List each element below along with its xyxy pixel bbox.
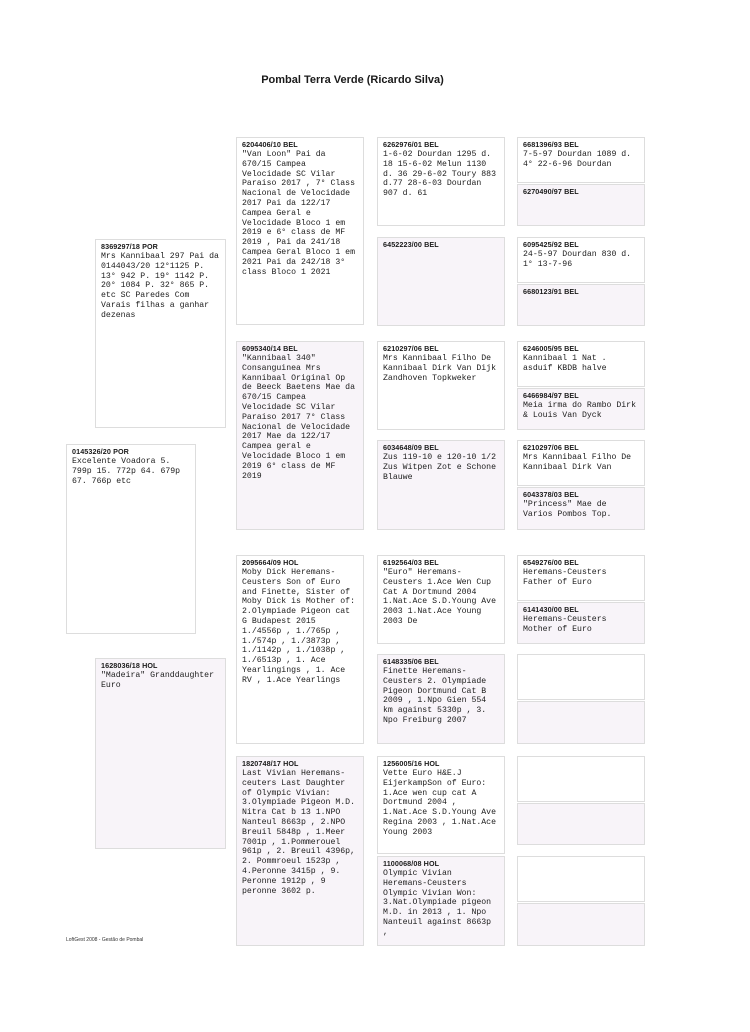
pigeon-notes: Mrs Kannibaal 297 Pai da 0144043/20 12°1125 P. 13° 942 P. 19° 1142 P. 20° 1084 P. 32° 865 P. etc SC Paredes Com Varais filhas a ganhar dezenas xyxy=(101,252,224,320)
pedigree-box-granddam xyxy=(95,658,226,849)
ring-number: 6262976/01 BEL xyxy=(383,140,439,149)
pedigree-box-gen4-7 xyxy=(517,440,645,486)
pigeon-notes: Excelente Voadora 5. 799p 15. 772p 64. 679p 67. 766p etc xyxy=(72,457,186,486)
pedigree-box-gen3-1 xyxy=(377,137,505,226)
pedigree-box-gen4-9 xyxy=(517,555,645,601)
ring-number: 6680123/91 BEL xyxy=(523,287,579,296)
pedigree-box-gen4-15 xyxy=(517,856,645,902)
pigeon-notes: 7-5-97 Dourdan 1089 d. 4° 22-6-96 Dourdan xyxy=(523,150,637,169)
ring-number: 6043378/03 BEL xyxy=(523,490,579,499)
pedigree-box-gen3-3 xyxy=(377,341,505,430)
pigeon-notes: "Madeira" Granddaughter Euro xyxy=(101,671,219,690)
pigeon-notes: Mrs Kannibaal Filho De Kannibaal Dirk Van Dijk Zandhoven Topkweker xyxy=(383,354,501,383)
pigeon-notes: Kannibaal 1 Nat . asduif KBDB halve xyxy=(523,354,612,373)
pedigree-box-gen3-2 xyxy=(377,237,505,326)
pigeon-notes: Vette Euro H&E.J EijerkampSon of Euro: 1.Ace wen cup cat A Dortmund 2004 , 1.Nat.Ace S.D.Young Ave Regina 2003 , 1.Nat.Ace Young 2003 xyxy=(383,769,501,837)
pigeon-notes: Olympic Vivian Heremans-Ceusters Olympic Vivian Won: 3.Nat.Olympiade pigeon M.D. in 2013 , 1. Npo Nanteuil against 8663p , xyxy=(383,869,497,937)
ring-number: 6210297/06 BEL xyxy=(523,443,579,452)
ring-number: 0145326/20 POR xyxy=(72,447,129,456)
ring-number: 1256005/16 HOL xyxy=(383,759,440,768)
ring-number: 6095340/14 BEL xyxy=(242,344,298,353)
pedigree-box-gen3-7 xyxy=(377,756,505,854)
pedigree-box-gen4-2 xyxy=(517,184,645,226)
ring-number: 6192564/03 BEL xyxy=(383,558,439,567)
pedigree-box-gen4-1 xyxy=(517,137,645,183)
ring-number: 6270490/97 BEL xyxy=(523,187,579,196)
pedigree-box-gen4-6 xyxy=(517,388,645,430)
pedigree-box-gen4-3 xyxy=(517,237,645,283)
pedigree-box-gen3-6 xyxy=(377,654,505,744)
pigeon-notes: Heremans-Ceusters Mother of Euro xyxy=(523,615,612,634)
pedigree-box-gen4-4 xyxy=(517,284,645,326)
ring-number: 6466984/97 BEL xyxy=(523,391,579,400)
pigeon-notes: 1-6-02 Dourdan 1295 d. 18 15-6-02 Melun 1130 d. 36 29-6-02 Toury 883 d.77 28-6-03 Dourdan 907 d. 61 xyxy=(383,150,501,199)
ring-number: 6148335/06 BEL xyxy=(383,657,439,666)
pedigree-box-gen4-13 xyxy=(517,756,645,802)
pigeon-notes: Heremans-Ceusters Father of Euro xyxy=(523,568,612,587)
pedigree-box-gen4-10 xyxy=(517,602,645,644)
pedigree-box-gen3-4 xyxy=(377,440,505,530)
pedigree-box-gen3-8 xyxy=(377,856,505,946)
ring-number: 6210297/06 BEL xyxy=(383,344,439,353)
ring-number: 6204406/10 BEL xyxy=(242,140,298,149)
pedigree-box-gen2-2 xyxy=(236,341,364,530)
ring-number: 6034648/09 BEL xyxy=(383,443,439,452)
ring-number: 6452223/00 BEL xyxy=(383,240,439,249)
ring-number: 8369297/18 POR xyxy=(101,242,158,251)
pigeon-notes: Mrs Kannibaal Filho De Kannibaal Dirk Van xyxy=(523,453,637,472)
pigeon-notes: "Princess" Mae de Varios Pombos Top. xyxy=(523,500,612,519)
pigeon-notes: 24-5-97 Dourdan 830 d. 1° 13-7-96 xyxy=(523,250,637,269)
ring-number: 6095425/92 BEL xyxy=(523,240,579,249)
pedigree-box-gen4-14 xyxy=(517,803,645,845)
ring-number: 6141430/00 BEL xyxy=(523,605,579,614)
ring-number: 2095664/09 HOL xyxy=(242,558,299,567)
pigeon-notes: Zus 119-10 e 120-10 1/2 Zus Witpen Zot e Schone Blauwe xyxy=(383,453,501,482)
pigeon-notes: "Kannibaal 340" Consanguinea Mrs Kannibaal Original Op de Beeck Baetens Mae da 670/15 Campea Velocidade SC Vilar Paraiso 2017 7° Class Nacional de Velocidade 2017 Mae da 122/17 Campea geral e Velocidade Bloco 1 em 2019 6° class de MF 2019 xyxy=(242,354,360,481)
ring-number: 6681396/93 BEL xyxy=(523,140,579,149)
pedigree-box-gen4-11 xyxy=(517,654,645,700)
pedigree-box-gen4-16 xyxy=(517,903,645,946)
pigeon-notes: "Euro" Heremans-Ceusters 1.Ace Wen Cup Cat A Dortmund 2004 1.Nat.Ace S.D.Young Ave 2003 1.Nat.Ace Young 2003 De xyxy=(383,568,501,626)
ring-number: 1628036/18 HOL xyxy=(101,661,158,670)
pigeon-notes: Meia irma do Rambo Dirk & Louis Van Dyck xyxy=(523,401,641,420)
footer-credit: LoftGest 2008 - Gestão de Pombal xyxy=(66,937,144,943)
ring-number: 1100068/08 HOL xyxy=(383,859,440,868)
ring-number: 1820748/17 HOL xyxy=(242,759,299,768)
pigeon-notes: Moby Dick Heremans-Ceusters Son of Euro and Finette, Sister of Moby Dick is Mother of: 2.Olympiade Pigeon cat G Budapest 2015 1./4556p , 1./765p , 1./574p , 1./3873p , 1./1142p , 1./1038p , 1./6513p , 1. Ace Yearlingings , 1. Ace RV , 1.Ace Yearlings xyxy=(242,568,360,685)
pigeon-notes: Finette Heremans-Ceusters 2. Olympiade Pigeon Dortmund Cat B 2009 , 1.Npo Gien 554 km against 5330p , 3. Npo Freiburg 2007 xyxy=(383,667,492,725)
pedigree-box-sire xyxy=(95,239,226,428)
page-title: Pombal Terra Verde (Ricardo Silva) xyxy=(261,74,444,86)
pedigree-box-gen4-8 xyxy=(517,487,645,530)
pedigree-box-gen2-4 xyxy=(236,756,364,946)
pigeon-notes: Last Vivian Heremans-ceuters Last Daughter of Olympic Vivian: 3.Olympiade Pigeon M.D. Nitra Cat b 13 1.NPO Nanteul 8663p , 2.NPO Breuil 5848p , 1.Meer 7001p , 1.Pommerouel 961p , 2. Breuil 4396p, 2. Pommroeul 1523p , 4.Peronne 3415p , 9. Peronne 1912p , 9 peronne 3602 p. xyxy=(242,769,360,896)
pedigree-box-gen4-12 xyxy=(517,701,645,744)
ring-number: 6549276/00 BEL xyxy=(523,558,579,567)
pedigree-box-gen2-3 xyxy=(236,555,364,744)
pedigree-box-dam xyxy=(66,444,196,634)
pedigree-box-gen4-5 xyxy=(517,341,645,387)
ring-number: 6246005/95 BEL xyxy=(523,344,579,353)
pedigree-box-gen3-5 xyxy=(377,555,505,644)
pigeon-notes: "Van Loon" Pai da 670/15 Campea Velocidade SC Vilar Paraiso 2017 , 7° Class Nacional de Velocidade 2017 Pai da 122/17 Campea Geral e Velocidade Bloco 1 em 2019 e 6° class de MF 2019 , Pai da 241/18 Campea Geral Bloco 1 em 2021 Pai da 242/18 3° class Bloco 1 2021 xyxy=(242,150,360,277)
pedigree-box-gen2-1 xyxy=(236,137,364,325)
